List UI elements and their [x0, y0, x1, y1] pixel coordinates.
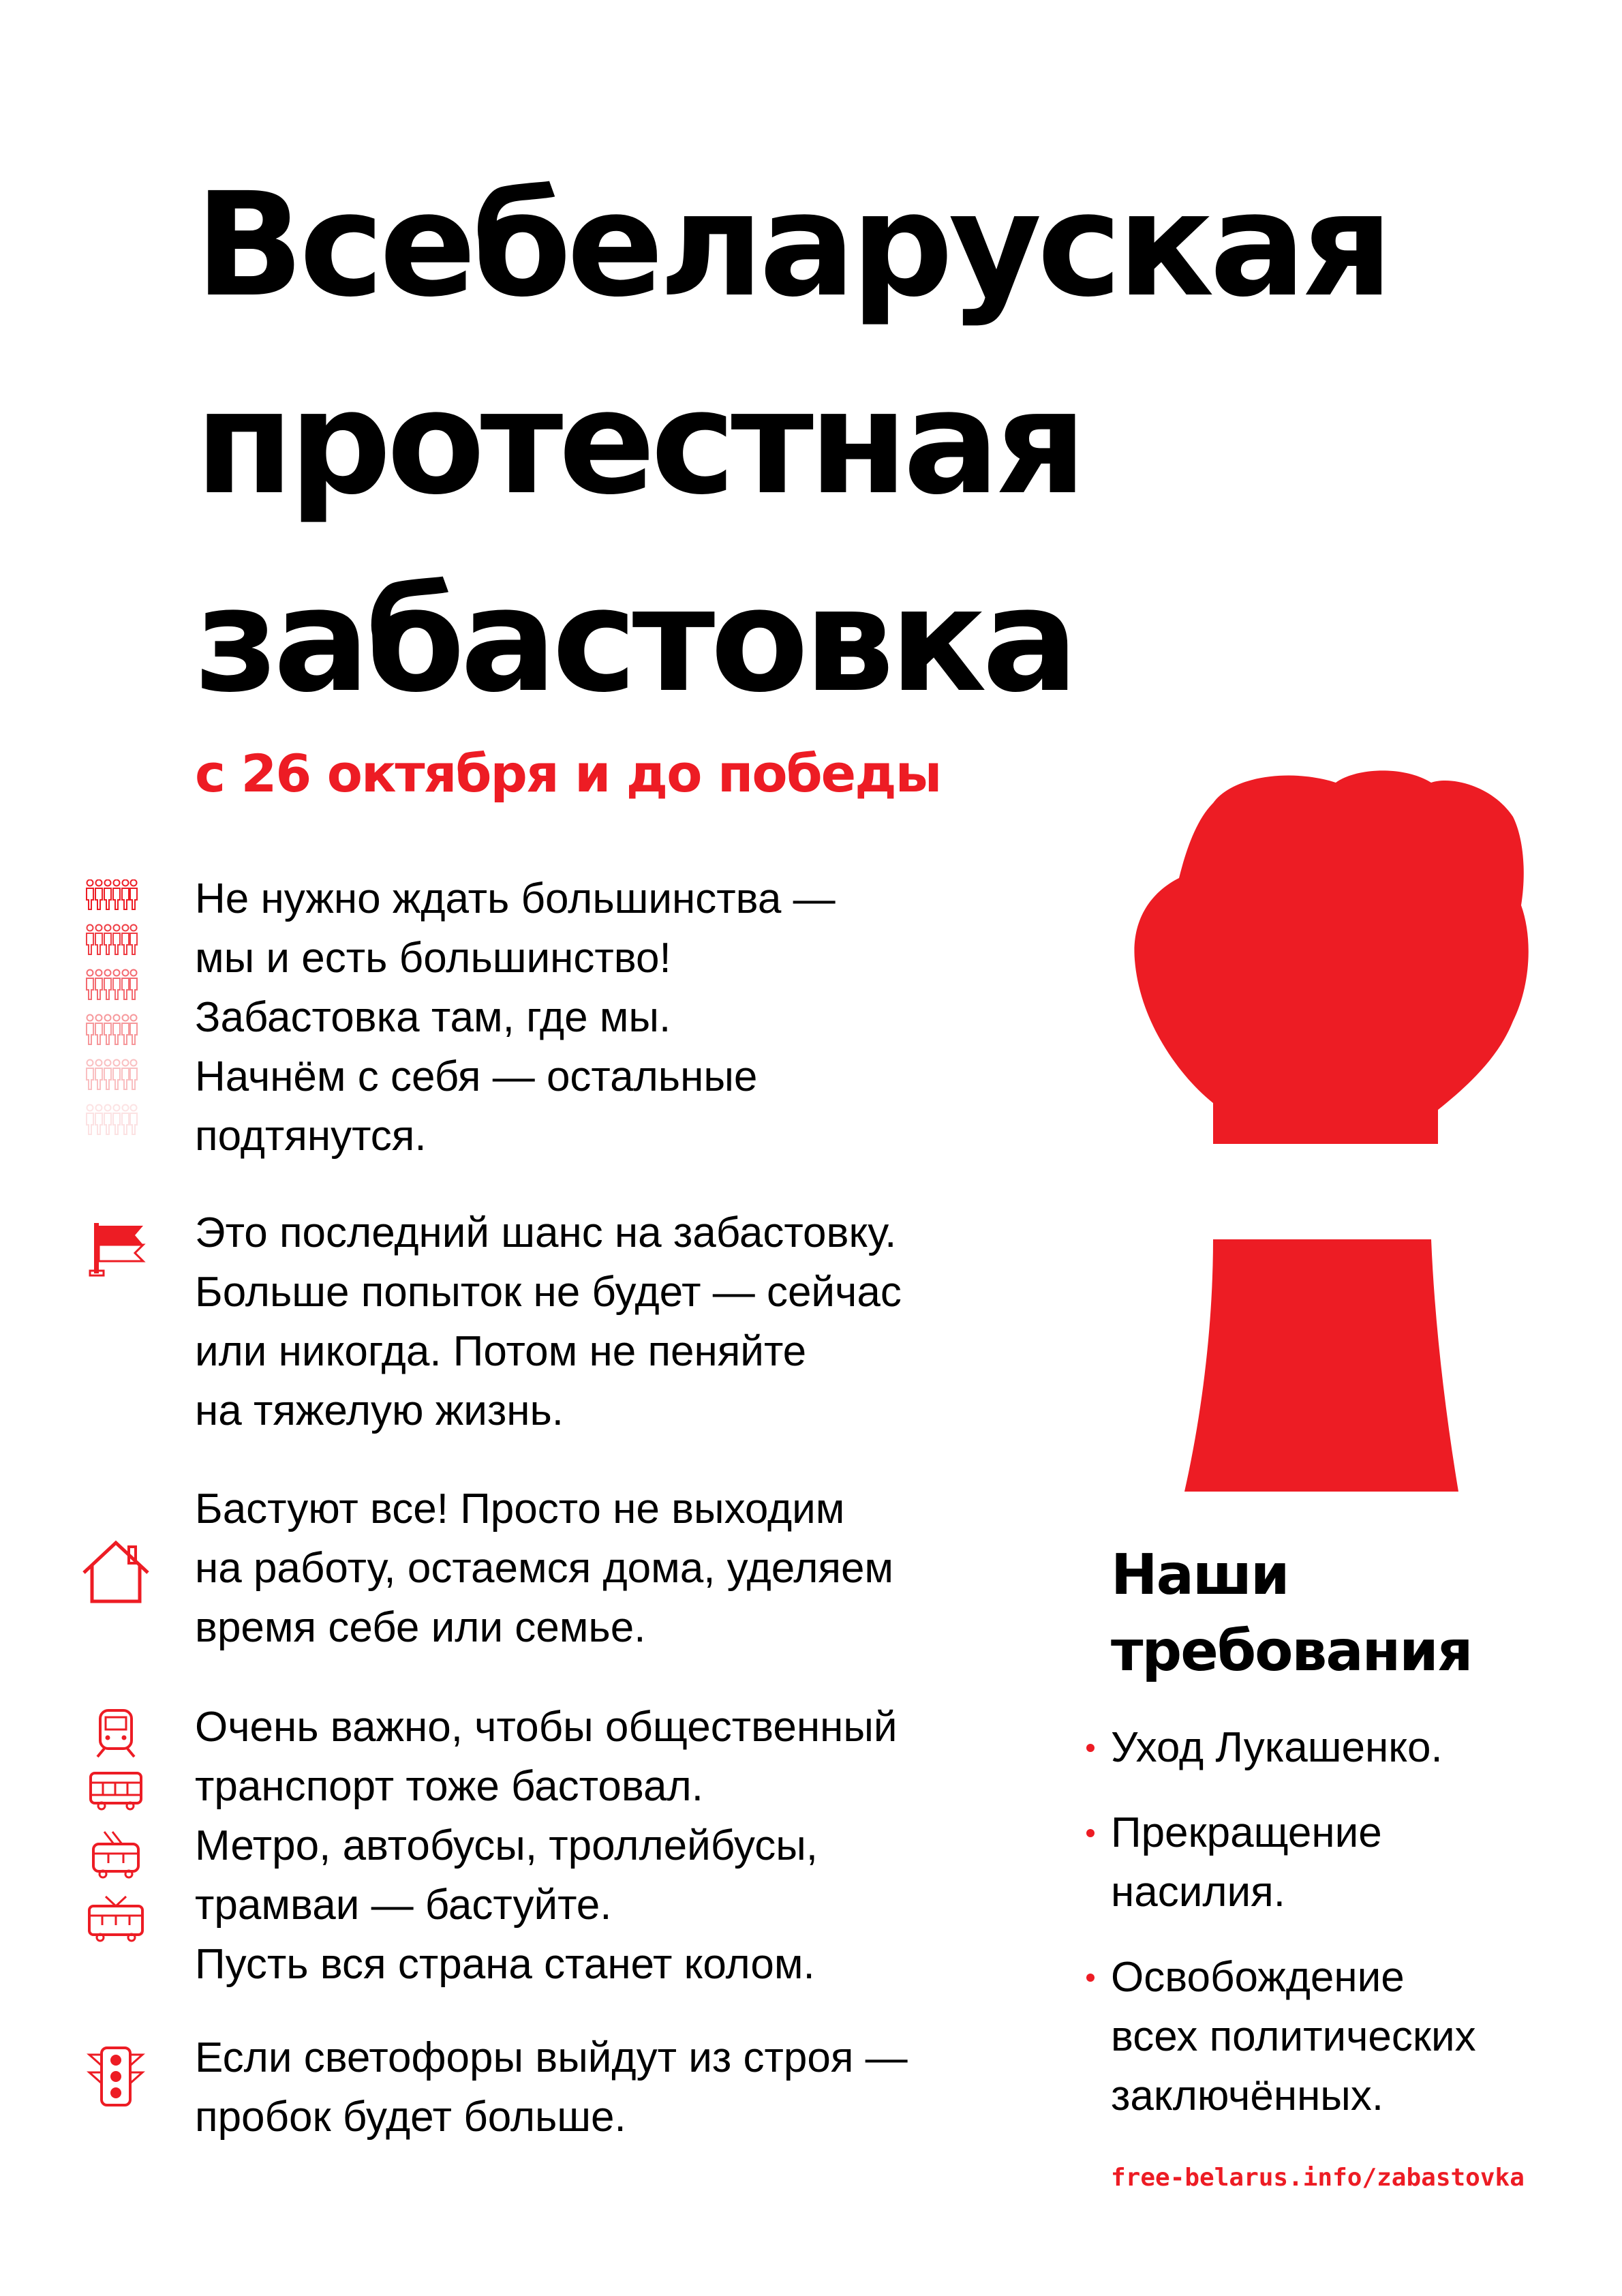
traffic-light-icon [85, 2045, 147, 2110]
demand-line: всех политических [1111, 2013, 1476, 2060]
paragraph-stay-home [195, 1479, 893, 1657]
sleeve-shape [1184, 1239, 1458, 1492]
demand-item [1084, 1803, 1476, 1922]
paragraph-line: время себе или семье. [195, 1604, 646, 1651]
transport-icons [85, 1708, 147, 1960]
flag-icon [89, 1220, 146, 1278]
paragraph-line: Очень важно, чтобы общественный [195, 1704, 898, 1751]
demand-line: Уход Лукашенко. [1111, 1724, 1443, 1771]
website-url[interactable]: free-belarus.info/zabastovka [1111, 2164, 1525, 2192]
demand-line: заключённых. [1111, 2072, 1384, 2119]
paragraph-line: мы и есть большинство! [195, 935, 671, 982]
house-icon [78, 1537, 153, 1605]
demands-title-line-2: требования [1111, 1619, 1472, 1684]
tram-icon [89, 1897, 142, 1941]
title-line-2: протестная [195, 359, 1082, 526]
poster-subtitle: с 26 октября и до победы [195, 743, 941, 804]
paragraph-line: Бастуют все! Просто не выходим [195, 1485, 845, 1532]
paragraph-line: Забастовка там, где мы. [195, 994, 671, 1041]
paragraph-line: трамваи — бастуйте. [195, 1882, 612, 1929]
paragraph-line: Не нужно ждать большинства — [195, 875, 836, 922]
title-line-3: забастовка [195, 557, 1074, 724]
demands-title [1111, 1537, 1471, 1690]
fist-shape [1134, 770, 1528, 1144]
demands-title-line-1: Наши [1111, 1543, 1289, 1607]
paragraph-line: транспорт тоже бастовал. [195, 1763, 703, 1810]
trolleybus-icon [93, 1832, 138, 1877]
paragraph-line: Если светофоры выйдут из строя — [195, 2034, 908, 2081]
demand-item [1084, 1718, 1476, 1777]
paragraph-line: Пусть вся страна станет колом. [195, 1941, 815, 1988]
crowd-icon [85, 879, 139, 1152]
demand-item [1084, 1948, 1476, 2126]
title-line-1: Всебеларуская [195, 162, 1389, 329]
demand-line: насилия. [1111, 1869, 1285, 1916]
demands-list [1084, 1718, 1476, 2151]
paragraph-line: на работу, остаемся дома, уделяем [195, 1545, 894, 1592]
raised-fist-illustration [1131, 762, 1540, 1502]
paragraph-line: пробок будет больше. [195, 2094, 626, 2141]
paragraph-traffic-lights [195, 2028, 908, 2147]
paragraph-last-chance [195, 1203, 902, 1440]
demand-line: Прекращение [1111, 1809, 1382, 1856]
paragraph-line: Начнём с себя — остальные [195, 1053, 758, 1100]
paragraph-line: Метро, автобусы, троллейбусы, [195, 1822, 818, 1869]
demand-line: Освобождение [1111, 1954, 1405, 2001]
paragraph-transport [195, 1697, 898, 1994]
paragraph-line: Больше попыток не будет — сейчас [195, 1269, 902, 1316]
paragraph-line: подтянутся. [195, 1113, 427, 1160]
bus-icon [91, 1773, 141, 1809]
metro-train-icon [97, 1710, 134, 1757]
paragraph-line: Это последний шанс на забастовку. [195, 1209, 897, 1256]
paragraph-majority [195, 869, 836, 1166]
paragraph-line: или никогда. Потом не пеняйте [195, 1328, 807, 1375]
paragraph-line: на тяжелую жизнь. [195, 1387, 564, 1434]
poster-title [195, 147, 1388, 740]
